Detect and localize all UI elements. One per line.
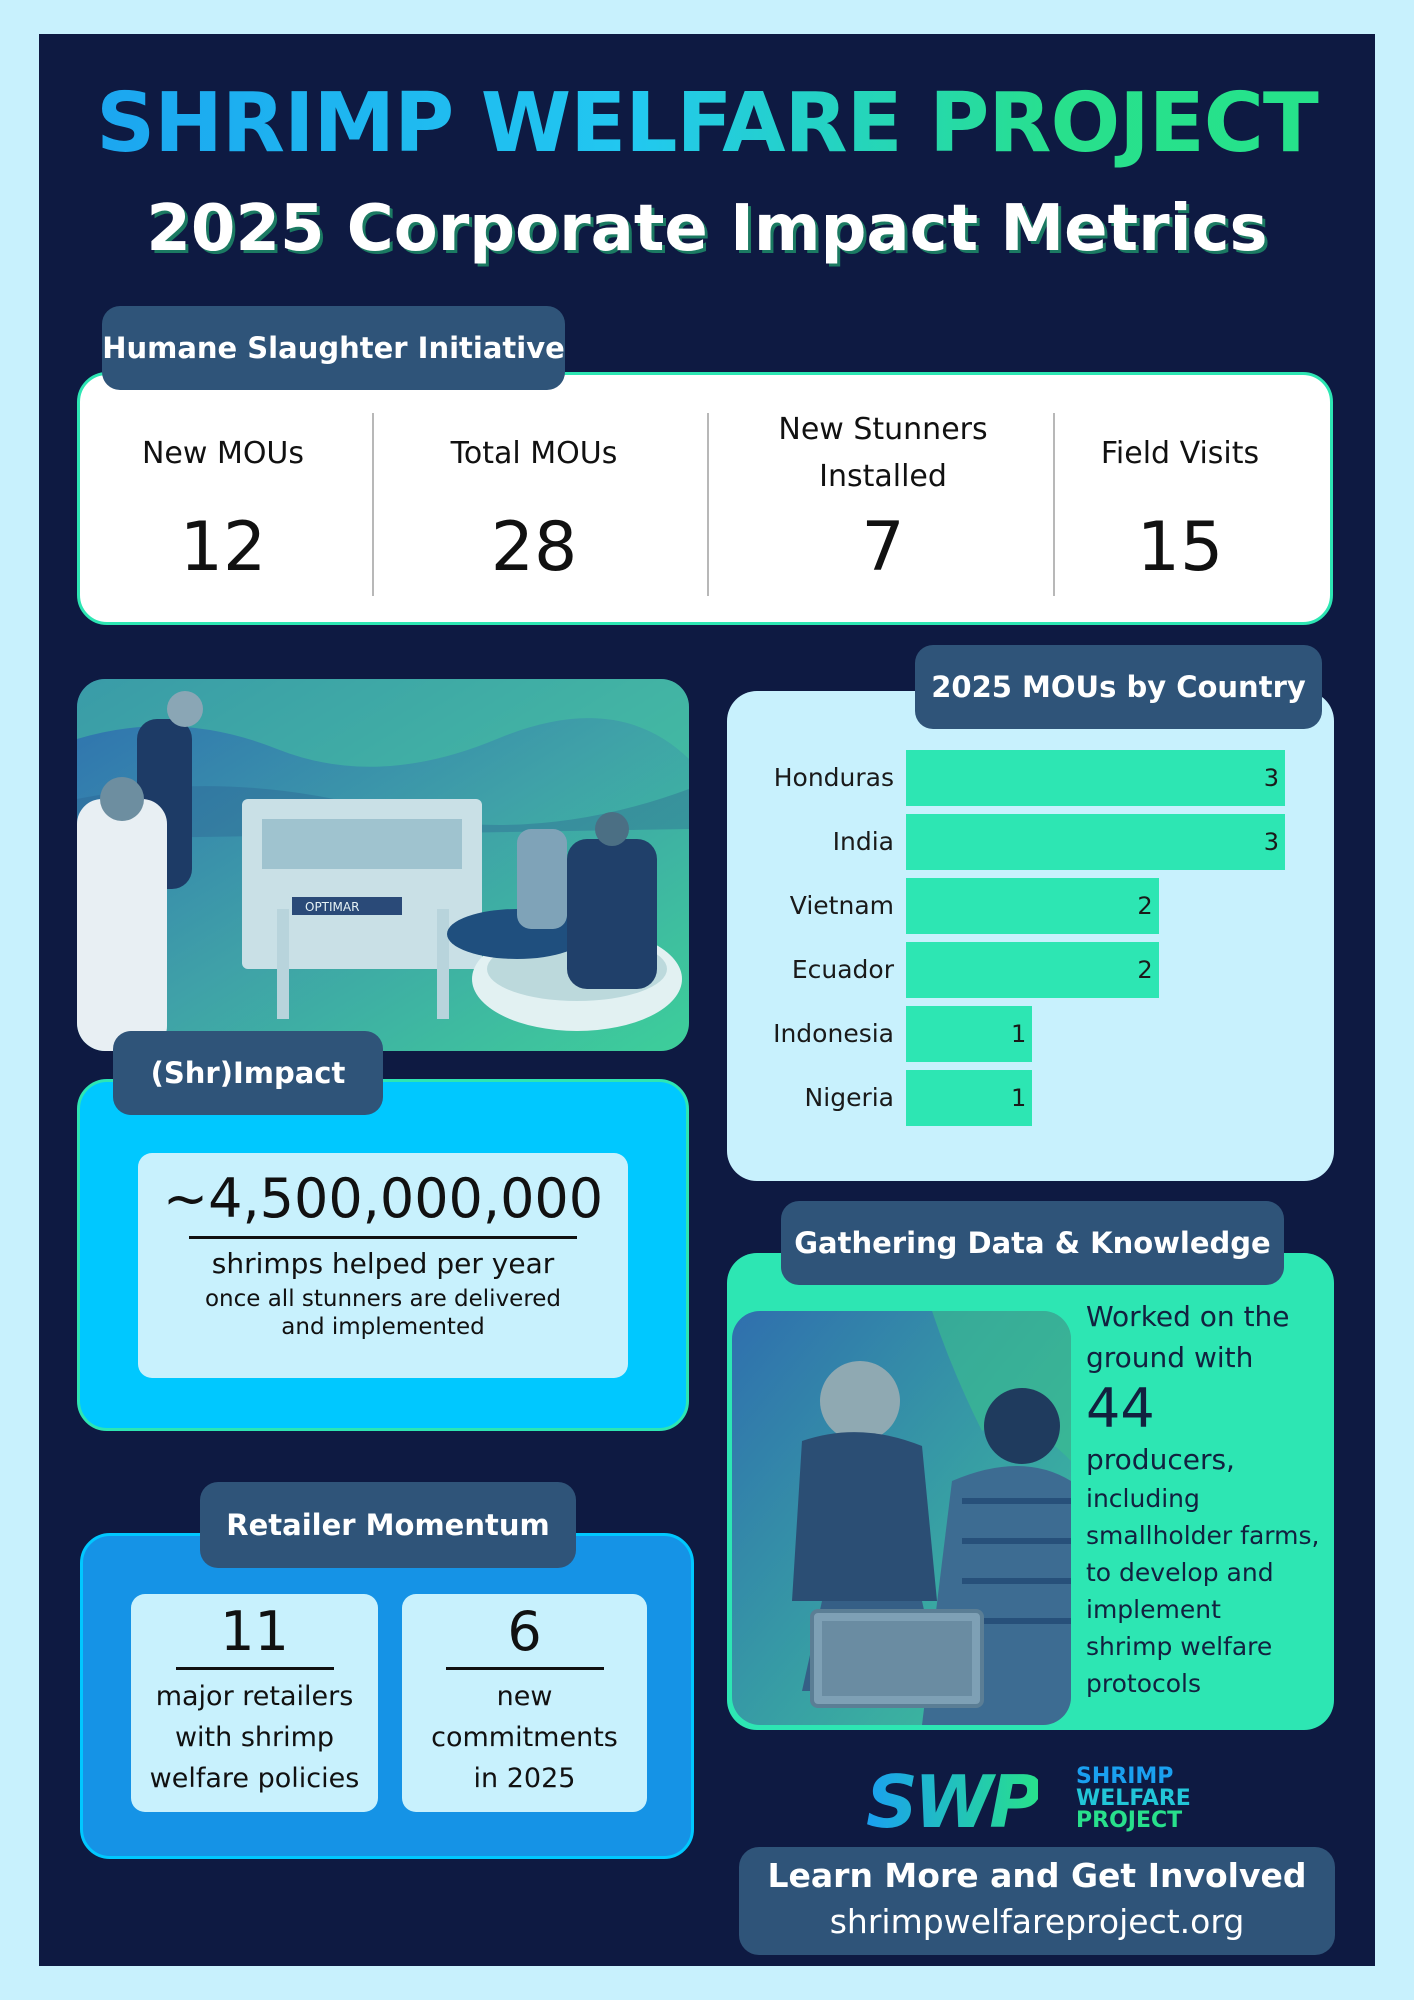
bar-category-label: Indonesia xyxy=(773,1019,894,1048)
retailer-stat-card xyxy=(131,1594,378,1812)
gathering-line1: Worked on the xyxy=(1086,1300,1290,1333)
bar-value-label: 3 xyxy=(1263,764,1279,792)
commitments-stat-line: in 2025 xyxy=(473,1763,576,1794)
bar-value-label: 1 xyxy=(1011,1020,1027,1048)
bar-category-label: Vietnam xyxy=(789,891,894,920)
impact-rule xyxy=(189,1236,577,1239)
mou-bar-chart xyxy=(727,750,1334,1140)
stunner-photo-illustration xyxy=(77,679,689,1051)
metric-label: New Stunners Installed xyxy=(778,412,988,494)
gathering-rest-1: smallholder farms, xyxy=(1086,1521,1320,1550)
divider xyxy=(707,413,709,596)
metric-value: 7 xyxy=(861,508,905,587)
bar-category-label: Nigeria xyxy=(804,1083,894,1112)
metric-label: Field Visits xyxy=(1100,435,1260,471)
bar-vietnam xyxy=(906,878,1159,934)
gathering-number: 44 xyxy=(1086,1377,1155,1440)
retailer-stat-line: major retailers xyxy=(155,1681,354,1712)
retailer-stat-rule xyxy=(176,1667,334,1670)
gathering-rest-0: including xyxy=(1086,1484,1200,1513)
commitments-stat-value: 6 xyxy=(507,1600,542,1663)
field-photo-illustration xyxy=(732,1311,1071,1725)
metric-value: 28 xyxy=(490,508,578,587)
cta-box[interactable] xyxy=(739,1847,1335,1955)
mou-chart-tab: 2025 MOUs by Country xyxy=(915,645,1322,729)
gathering-line2: ground with xyxy=(1086,1341,1254,1374)
gathering-line3: producers, xyxy=(1086,1443,1235,1476)
bar-row-nigeria xyxy=(727,1070,1334,1126)
logo-text-line: SHRIMP xyxy=(1076,1764,1174,1789)
commitments-stat-line: new xyxy=(496,1681,553,1712)
impact-line3: and implemented xyxy=(281,1314,485,1340)
commitments-stat-line: commitments xyxy=(431,1722,618,1753)
metric-value: 12 xyxy=(179,508,267,587)
metric-value: 15 xyxy=(1136,508,1224,587)
bar-category-label: Ecuador xyxy=(791,955,894,984)
impact-line1: shrimps helped per year xyxy=(211,1247,555,1280)
page-title: SHRIMP WELFARE PROJECT xyxy=(0,76,1414,171)
retailer-stat-value: 11 xyxy=(220,1600,289,1663)
swp-logo xyxy=(866,1762,1206,1842)
field-photo xyxy=(732,1311,1071,1725)
cta-url-link[interactable]: shrimpwelfareproject.org xyxy=(829,1902,1245,1941)
optimar-label: OPTIMAR xyxy=(305,900,360,914)
bar-nigeria xyxy=(906,1070,1032,1126)
metric-new-mous xyxy=(87,406,359,587)
swp-logo-text xyxy=(1076,1766,1191,1832)
gathering-rest-3: implement xyxy=(1086,1595,1221,1624)
humane-tab: Humane Slaughter Initiative xyxy=(102,306,565,390)
bar-value-label: 3 xyxy=(1263,828,1279,856)
bar-india xyxy=(906,814,1285,870)
bar-honduras xyxy=(906,750,1285,806)
bar-row-ecuador xyxy=(727,942,1334,998)
bar-category-label: Honduras xyxy=(773,763,894,792)
bar-row-india xyxy=(727,814,1334,870)
metric-new-stunners xyxy=(718,406,1048,587)
metric-total-mous xyxy=(383,406,685,587)
metric-field-visits xyxy=(1068,406,1292,587)
bar-category-label: India xyxy=(832,827,894,856)
bar-indonesia xyxy=(906,1006,1032,1062)
commitments-stat-card xyxy=(402,1594,647,1812)
impact-inner-card xyxy=(138,1153,628,1378)
bar-value-label: 2 xyxy=(1137,956,1153,984)
stunner-photo xyxy=(77,679,689,1051)
retailer-tab: Retailer Momentum xyxy=(200,1482,576,1568)
bar-row-honduras xyxy=(727,750,1334,806)
gathering-rest-5: protocols xyxy=(1086,1669,1202,1698)
logo-text-line: WELFARE xyxy=(1076,1786,1191,1811)
metric-label: Total MOUs xyxy=(450,435,618,471)
gathering-rest-2: to develop and xyxy=(1086,1558,1274,1587)
page-subtitle: 2025 Corporate Impact Metrics xyxy=(146,192,1268,266)
retailer-stat-line: with shrimp xyxy=(174,1722,335,1753)
commitments-stat-rule xyxy=(446,1667,604,1670)
bar-row-vietnam xyxy=(727,878,1334,934)
impact-line2: once all stunners are delivered xyxy=(204,1286,562,1312)
metric-label: New MOUs xyxy=(141,435,305,471)
bar-value-label: 2 xyxy=(1137,892,1153,920)
bar-row-indonesia xyxy=(727,1006,1334,1062)
bar-value-label: 1 xyxy=(1011,1084,1027,1112)
impact-number: ~4,500,000,000 xyxy=(162,1167,604,1230)
impact-tab: (Shr)Impact xyxy=(113,1031,383,1115)
gathering-tab: Gathering Data & Knowledge xyxy=(781,1201,1284,1285)
swp-logo-mark: SWP xyxy=(866,1760,1039,1844)
gathering-text xyxy=(1086,1296,1331,1702)
cta-heading: Learn More and Get Involved xyxy=(767,1856,1307,1895)
divider xyxy=(1053,413,1055,596)
logo-text-line: PROJECT xyxy=(1076,1808,1183,1833)
bar-ecuador xyxy=(906,942,1159,998)
retailer-stat-line: welfare policies xyxy=(149,1763,360,1794)
divider xyxy=(372,413,374,596)
gathering-rest-4: shrimp welfare xyxy=(1086,1632,1273,1661)
